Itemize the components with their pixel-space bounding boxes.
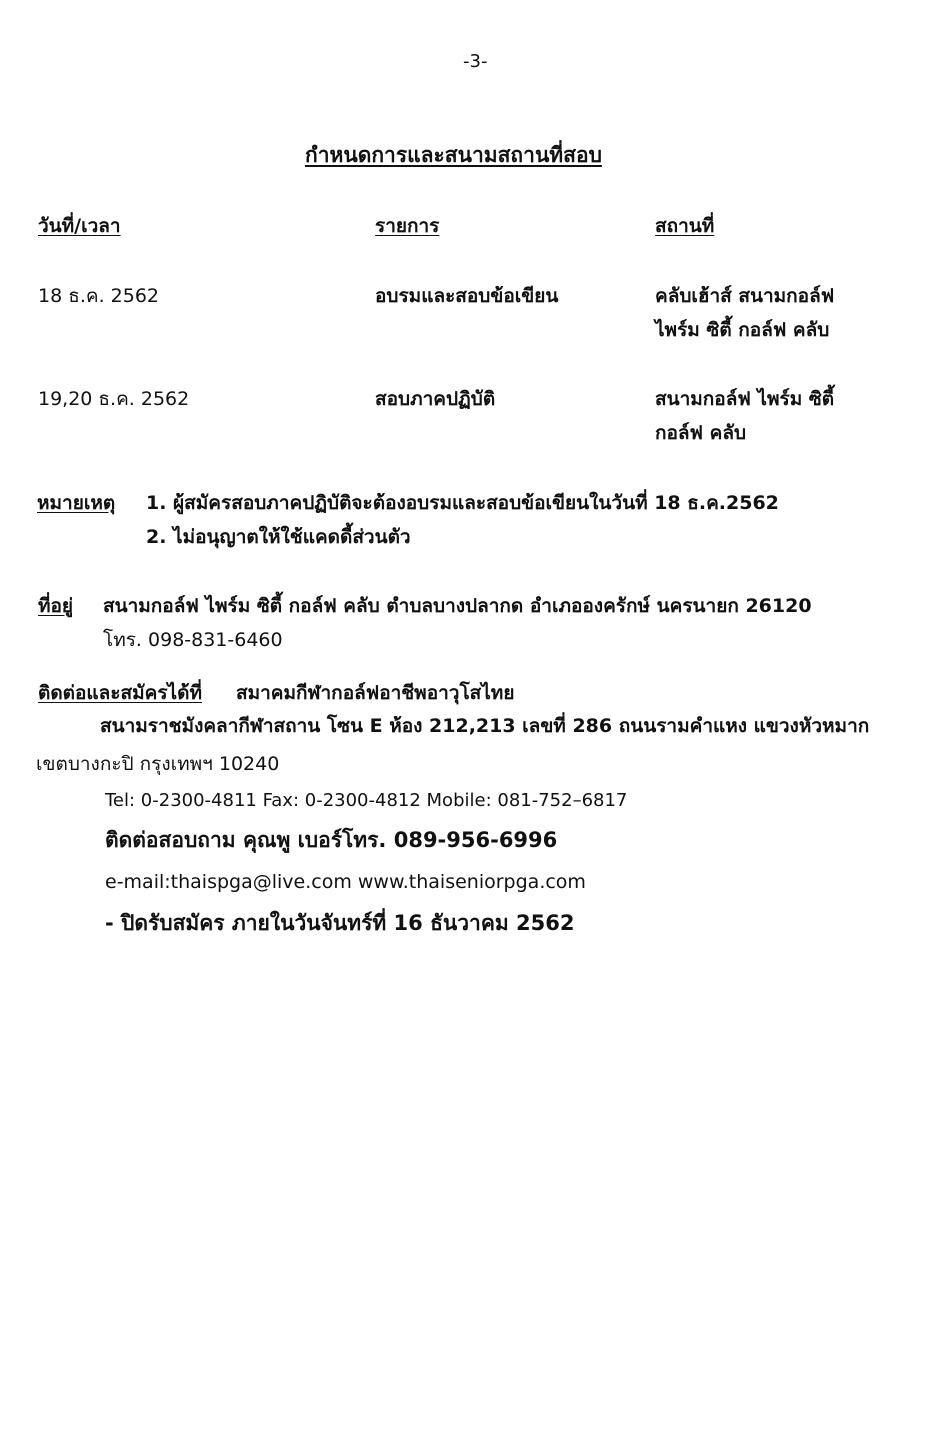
schedule-header-item: รายการ [375, 215, 440, 237]
schedule-row-1-place-line2: ไพร์ม ซิตี้ กอล์ฟ คลับ [655, 319, 830, 341]
registration-deadline: - ปิดรับสมัคร ภายในวันจันทร์ที่ 16 ธันวาคม 2562 [105, 911, 575, 935]
schedule-row-2-item: สอบภาคปฏิบัติ [375, 388, 496, 410]
note-item-1: 1. ผู้สมัครสอบภาคปฏิบัติจะต้องอบรมและสอบข้อเขียนในวันที่ 18 ธ.ค.2562 [146, 492, 779, 514]
schedule-row-2-date: 19,20 ธ.ค. 2562 [38, 388, 190, 410]
address-phone: โทร. 098-831-6460 [103, 629, 283, 651]
schedule-row-1-place-line1: คลับเฮ้าส์ สนามกอล์ฟ [655, 285, 835, 307]
contact-email-web: e-mail:thaispga@live.com www.thaiseniorpga.com [105, 871, 586, 893]
contact-address-line1: สนามราชมังคลากีฬาสถาน โซน E ห้อง 212,213 เลขที่ 286 ถนนรามคำแหง แขวงหัวหมาก [100, 715, 870, 737]
schedule-row-1-item: อบรมและสอบข้อเขียน [375, 285, 559, 307]
schedule-row-2-place-line1: สนามกอล์ฟ ไพร์ม ซิตี้ [655, 388, 835, 410]
page-title: กำหนดการและสนามสถานที่สอบ [305, 143, 602, 167]
page-number: -3- [463, 51, 488, 72]
contact-address-line2: เขตบางกะปิ กรุงเทพฯ 10240 [36, 753, 280, 775]
contact-org: สมาคมกีฬากอล์ฟอาชีพอาวุโสไทย [236, 682, 515, 704]
note-item-2: 2. ไม่อนุญาตให้ใช้แคดดี้ส่วนตัว [146, 526, 411, 548]
schedule-row-1-date: 18 ธ.ค. 2562 [38, 285, 159, 307]
address-line: สนามกอล์ฟ ไพร์ม ซิตี้ กอล์ฟ คลับ ตำบลบางปลากด อำเภอองครักษ์ นครนายก 26120 [103, 595, 812, 617]
contact-label: ติดต่อและสมัครได้ที่ [38, 682, 202, 704]
notes-label: หมายเหตุ [37, 492, 116, 514]
contact-tel-fax: Tel: 0-2300-4811 Fax: 0-2300-4812 Mobile: 081-752–6817 [105, 790, 628, 811]
address-label: ที่อยู่ [38, 595, 74, 617]
schedule-header-place: สถานที่ [655, 215, 715, 237]
schedule-row-2-place-line2: กอล์ฟ คลับ [655, 422, 747, 444]
schedule-header-date: วันที่/เวลา [38, 215, 121, 237]
contact-inquiry: ติดต่อสอบถาม คุณพู เบอร์โทร. 089-956-6996 [105, 828, 558, 852]
